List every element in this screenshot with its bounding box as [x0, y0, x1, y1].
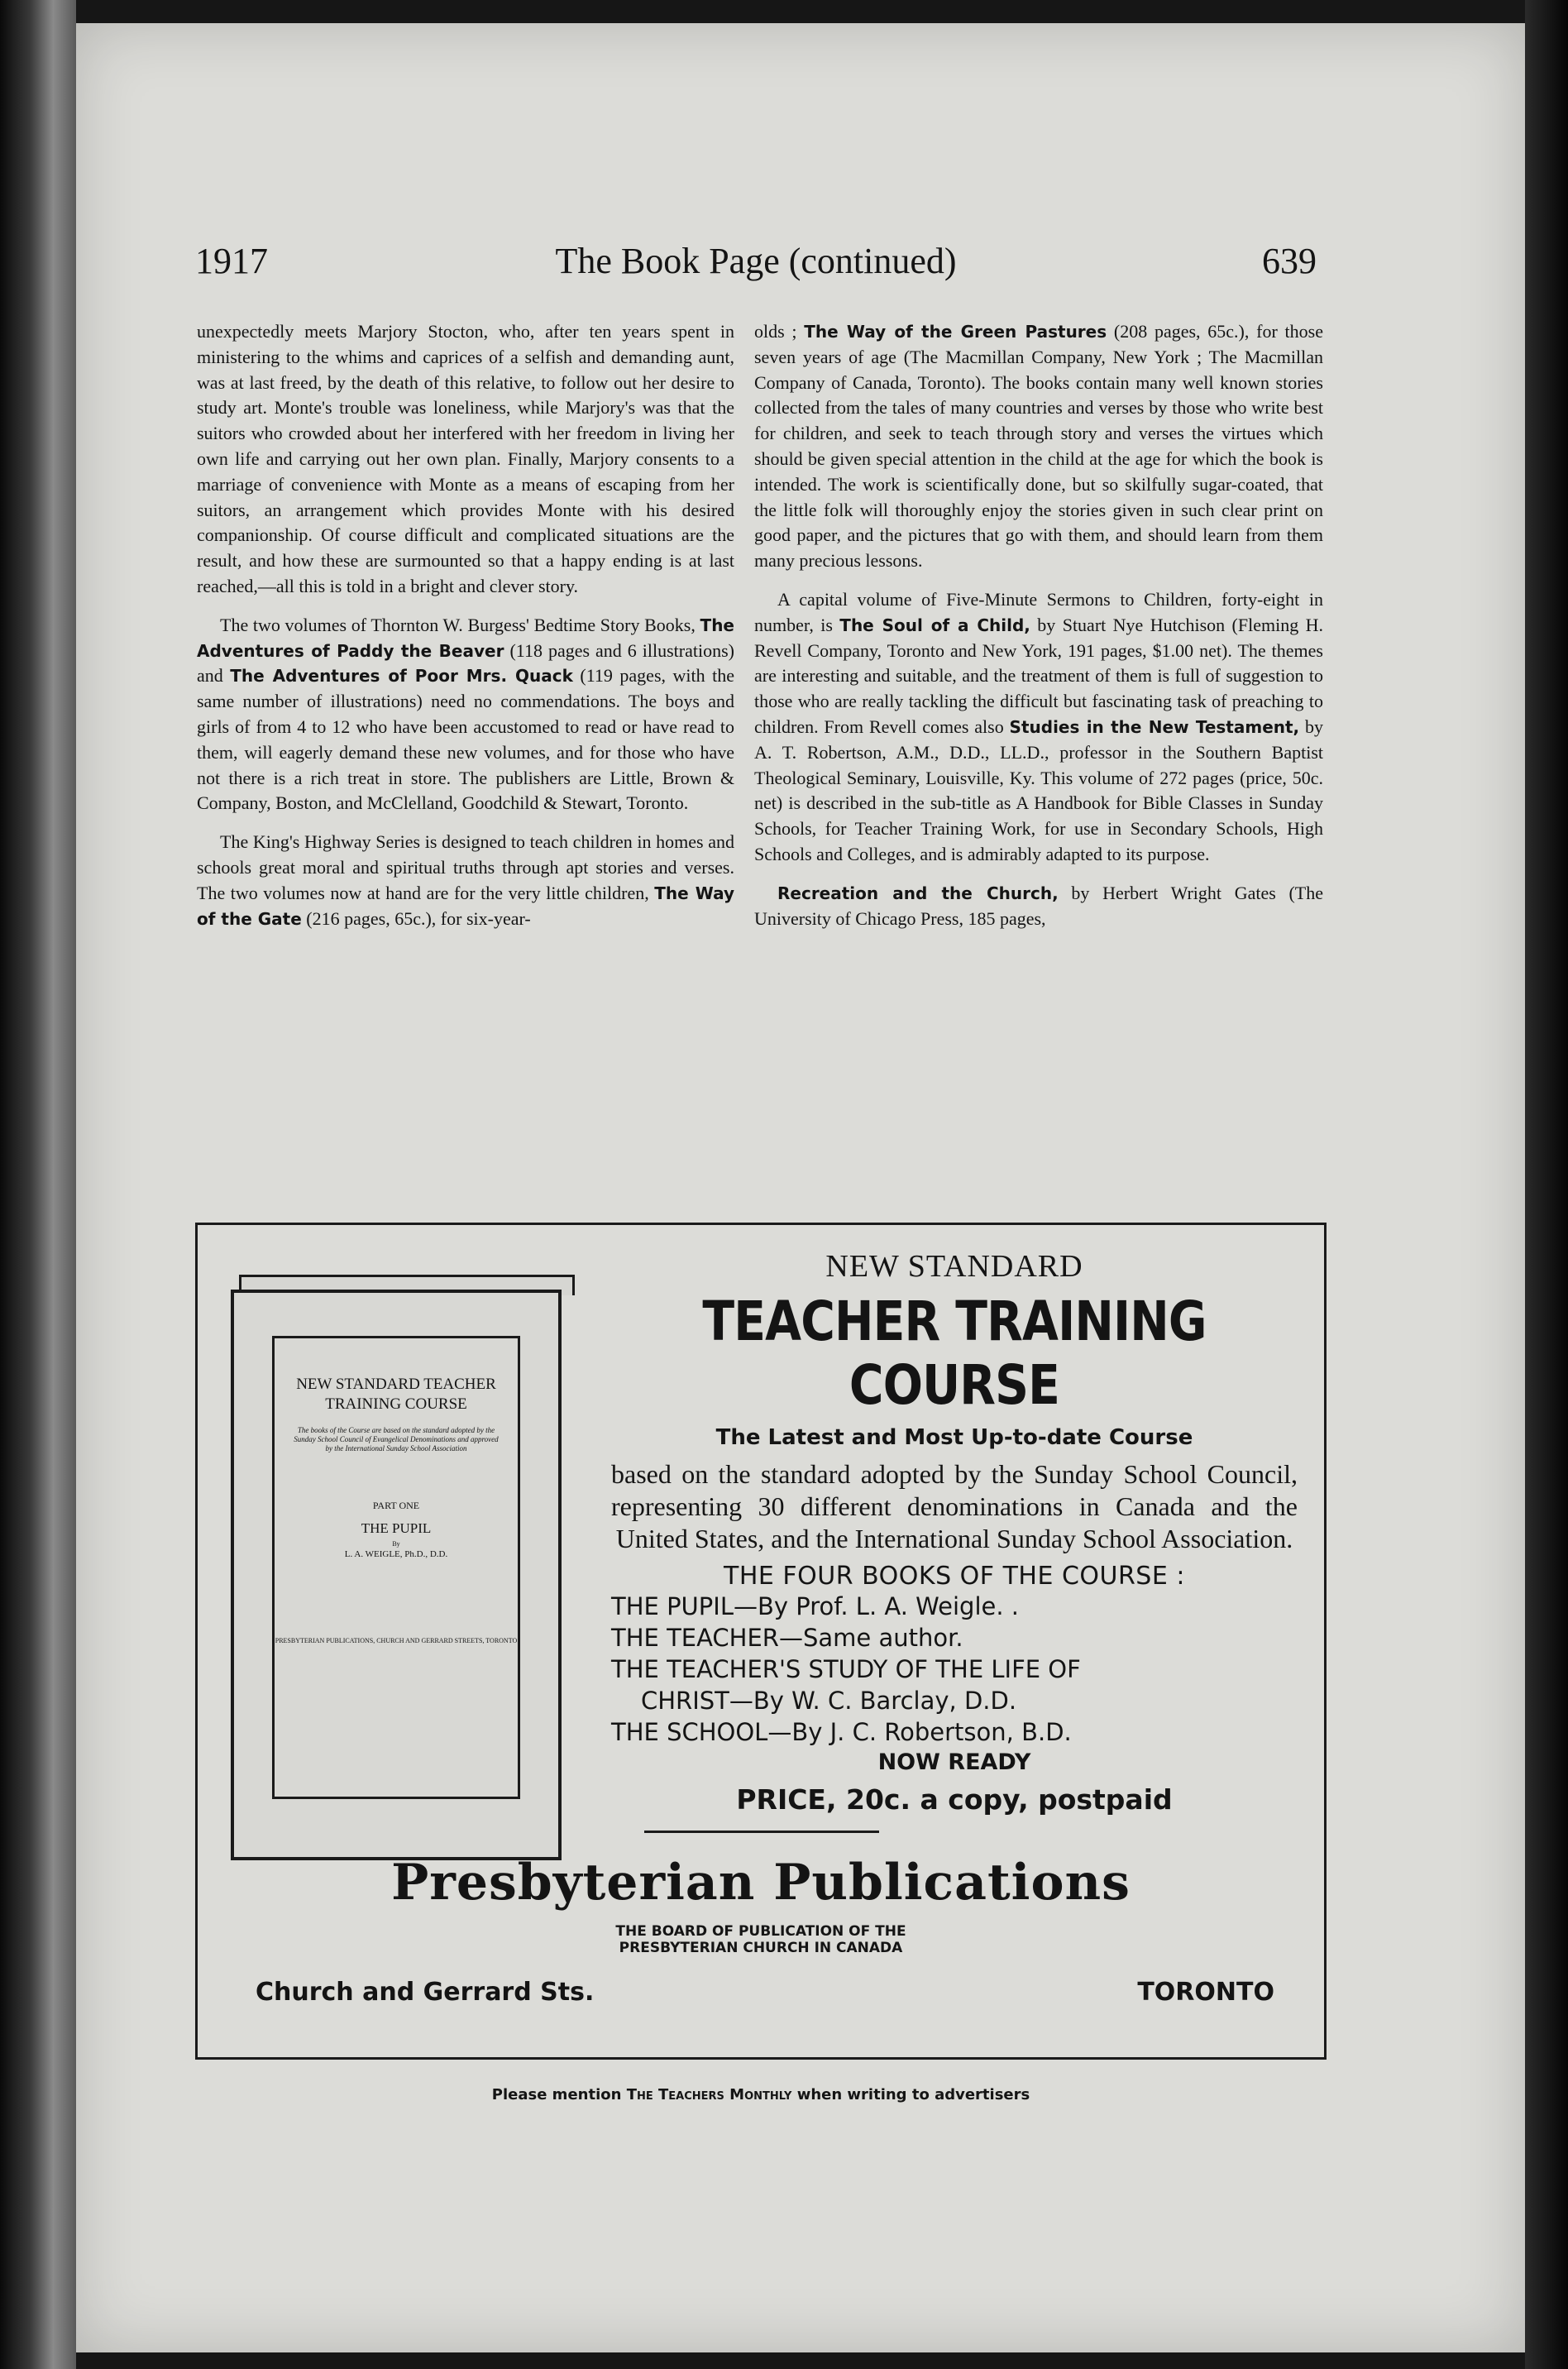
course-book-author: —By W. C. Barclay, D.D.: [729, 1687, 1017, 1715]
text-run: by Stuart Nye Hutchison (Fleming H. Revell Company, Toronto and New York, 191 pages, $1.00 net). The themes are interesting and suitable, and the treatment of them is full of suggestion to those who are really tackling the difficult but fascinating task of preaching to children. From Revell comes also: [754, 614, 1323, 737]
board-line-1: THE BOARD OF PUBLICATION OF THE: [615, 1923, 906, 1940]
text-run: by A. T. Robertson, A.M., D.D., LL.D., professor in the Southern Baptist Theological Seminary, Louisville, Ky. This volume of 272 pages (price, 50c. net) is described in the sub-title as A Handbook for Bible Classes in Sunday Schools, for Teacher Training Work, for use in Secondary Schools, High Schools and Colleges, and is admirably adapted to its purpose.: [754, 715, 1324, 864]
course-book-author: —Same author.: [778, 1624, 963, 1652]
publisher-address: Church and Gerrard Sts.: [256, 1978, 595, 2007]
footer-tail: when writing to advertisers: [791, 2086, 1030, 2103]
book-name: THE PUPIL: [361, 1520, 432, 1536]
course-book-author: —By Prof. L. A. Weigle. .: [733, 1592, 1019, 1620]
course-book-item: [611, 1622, 1298, 1654]
course-book-item: [611, 1591, 1298, 1622]
running-header: [195, 240, 1317, 290]
text-run: (208 pages, 65c.), for those seven years of age (The Macmillan Company, New York ; The Macmillan Company of Canada, Toronto). The books contain many well known stories collected from the tales of many countries and verses by those who write best for children, and seek to teach through story and verses the virtues which should be given special attention in the child at the age for which the book is intended. The work is scientifically done, but so skilfully sugar-coated, that the little folk will thoroughly enjoy the stories given in such clear print on good paper, and the pictures that go with them, and should learn from them many precious lessons.: [754, 321, 1323, 572]
publisher-name: Presbyterian Publications: [391, 1854, 1131, 1912]
text-run: A capital volume of Five-Minute Sermons to Children, forty-eight in number, is: [754, 588, 1323, 635]
ad-divider: [644, 1831, 879, 1833]
book-title: Studies in the New Testament,: [1009, 716, 1300, 737]
course-book-list: [611, 1591, 1298, 1748]
text-run: (119 pages, with the same number of illustrations) need no commendations. The boys and girls of from 4 to 12 who have been accustomed to read or have read to them, will eagerly demand these new volumes, and for those who have not there is a rich treat in store. The publishers are Little, Brown & Company, Boston, and McClelland, Goodchild & Stewart, Toronto.: [197, 665, 734, 814]
paragraph: [754, 587, 1323, 868]
left-column: [197, 319, 734, 945]
book-title-line1: NEW STANDARD TEACHER: [296, 1376, 496, 1393]
text-run: (216 pages, 65c.), for six-year-: [301, 907, 531, 929]
ad-headline: TEACHER TRAINING COURSE: [702, 1290, 1207, 1417]
course-book-item: [611, 1685, 1298, 1716]
book-imprint: PRESBYTERIAN PUBLICATIONS, CHURCH AND GERRARD STREETS, TORONTO: [275, 1637, 518, 1644]
book-title: The Soul of a Child,: [839, 615, 1030, 635]
paragraph: [197, 319, 734, 600]
course-book-title: THE PUPIL: [611, 1592, 734, 1620]
ad-tagline: The Latest and Most Up-to-date Course: [715, 1425, 1193, 1450]
book-gutter: [0, 0, 76, 2369]
book-title: The Way of the Green Pastures: [804, 322, 1107, 342]
course-book-author: —By J. C. Robertson, B.D.: [767, 1718, 1072, 1746]
footer-lead: Please mention: [491, 2086, 627, 2103]
publisher-board: [198, 1923, 1324, 1956]
book-cover-panel: [272, 1336, 520, 1799]
text-run: The two volumes of Thornton W. Burgess' Bedtime Story Books,: [220, 614, 700, 635]
course-book-title: THE SCHOOL: [611, 1718, 768, 1746]
book-title: Recreation and the Church,: [777, 883, 1059, 903]
book-part: PART ONE: [372, 1500, 420, 1511]
book-cover: [231, 1290, 562, 1860]
ad-price: PRICE, 20c. a copy, postpaid: [736, 1783, 1173, 1816]
ad-copy: [611, 1248, 1298, 1816]
course-book-title: THE TEACHER'S STUDY OF THE LIFE OF: [611, 1655, 1081, 1683]
course-book-item: [611, 1654, 1298, 1685]
course-book-title: CHRIST: [641, 1687, 729, 1715]
text-run: The King's Highway Series is designed to teach children in homes and schools great moral and spiritual truths through apt stories and verses. The two volumes now at hand are for the very little children,: [197, 831, 734, 903]
paragraph: [197, 613, 734, 816]
book-cover-title: [275, 1375, 518, 1414]
header-year: 1917: [195, 241, 268, 281]
book-author: L. A. WEIGLE, Ph.D., D.D.: [344, 1549, 448, 1559]
right-column: [754, 319, 1323, 945]
page-number: 639: [1262, 241, 1317, 281]
course-book-title: THE TEACHER: [611, 1624, 779, 1652]
board-line-2: PRESBYTERIAN CHURCH IN CANADA: [619, 1940, 903, 1956]
ad-kicker: NEW STANDARD: [825, 1249, 1083, 1284]
text-run: (118 pages and 6 illustrations) and: [197, 639, 734, 687]
book-by: By: [392, 1540, 400, 1548]
scan-border: [1525, 0, 1568, 2369]
book-title: The Adventures of Poor Mrs. Quack: [230, 666, 573, 687]
paragraph: [197, 830, 734, 931]
ad-list-heading: THE FOUR BOOKS OF THE COURSE :: [724, 1562, 1185, 1591]
paragraph: [754, 881, 1323, 932]
book-title-line2: TRAINING COURSE: [325, 1395, 467, 1413]
footer-magazine: The Teachers Monthly: [626, 2086, 792, 2103]
text-run: unexpectedly meets Marjory Stocton, who, after ten years spent in ministering to the whims and caprices of a selfish and demanding aunt, was at last freed, by the death of this relative, to follow out her desire to study art. Monte's trouble was loneliness, while Marjory's was that the suitors who crowded about her interfered with her freedom in living her own life and carrying out her own plan. Finally, Marjory consents to a marriage of convenience with Monte as a means of escaping from her suitors, an arrangement which provides Monte with his desired companionship. Of course difficult and complicated situations are the result, and how these are surmounted so that a happy ending is at last reached,—all this is told in a bright and clever story.: [197, 321, 734, 596]
publisher-city: TORONTO: [1137, 1978, 1274, 2007]
book-cover-note: The books of the Course are based on the standard adopted by the Sunday School Council of Evangelical Denominations and approved by the International Sunday School Association: [294, 1426, 499, 1453]
ad-description: based on the standard adopted by the Sunday School Council, representing 30 different denominations in Canada and the United States, and the International Sunday School Association.: [611, 1459, 1298, 1553]
course-book-item: [611, 1716, 1298, 1748]
header-title: The Book Page (continued): [555, 241, 957, 281]
footer-note: [195, 2086, 1327, 2103]
book-title: The Adventures of Paddy the Beaver: [197, 615, 734, 661]
advertisement: [195, 1223, 1327, 2060]
book-title: The Way of the Gate: [197, 883, 734, 929]
text-run: olds ;: [754, 321, 805, 342]
text-run: by Herbert Wright Gates (The University of Chicago Press, 185 pages,: [754, 882, 1323, 929]
paragraph: [754, 319, 1323, 574]
book-illustration: [231, 1275, 578, 1862]
now-ready: NOW READY: [877, 1749, 1031, 1775]
